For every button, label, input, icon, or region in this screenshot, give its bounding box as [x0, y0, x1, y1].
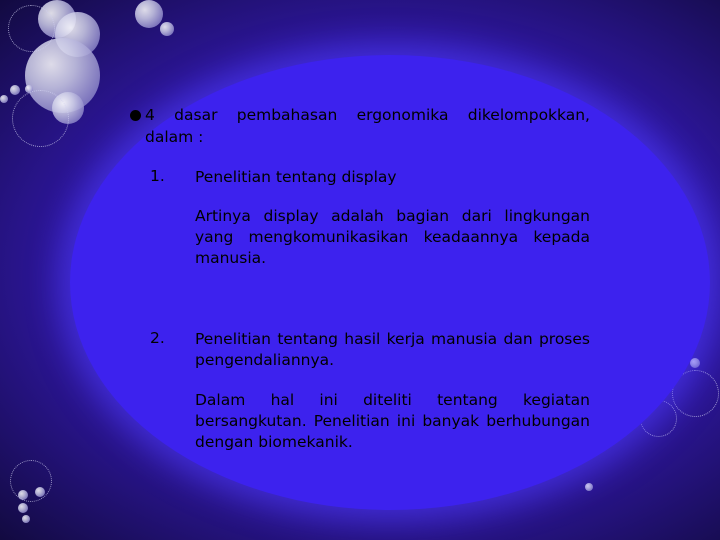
item-1-number: 1.	[150, 167, 165, 185]
item-2-number: 2.	[150, 329, 165, 347]
item-1-description: Artinya display adalah bagian dari lingkungan yang mengkomunikasikan keadaannya kepada manusia.	[195, 207, 590, 267]
intro-text: dasar pembahasan ergonomika dikelompokkan,	[174, 106, 590, 124]
item-2-description: Dalam hal ini diteliti tentang kegiatan bersangkutan. Penelitian ini banyak berhubungan dengan biomekanik.	[195, 391, 590, 451]
item-1-title: Penelitian tentang display	[195, 168, 397, 186]
intro-line-1	[145, 104, 590, 126]
intro-line-2: dalam :	[145, 128, 204, 146]
item-2-title: Penelitian tentang hasil kerja manusia dan proses pengendaliannya.	[195, 330, 590, 369]
intro-number: 4	[145, 106, 155, 124]
bullet-icon	[130, 110, 141, 121]
